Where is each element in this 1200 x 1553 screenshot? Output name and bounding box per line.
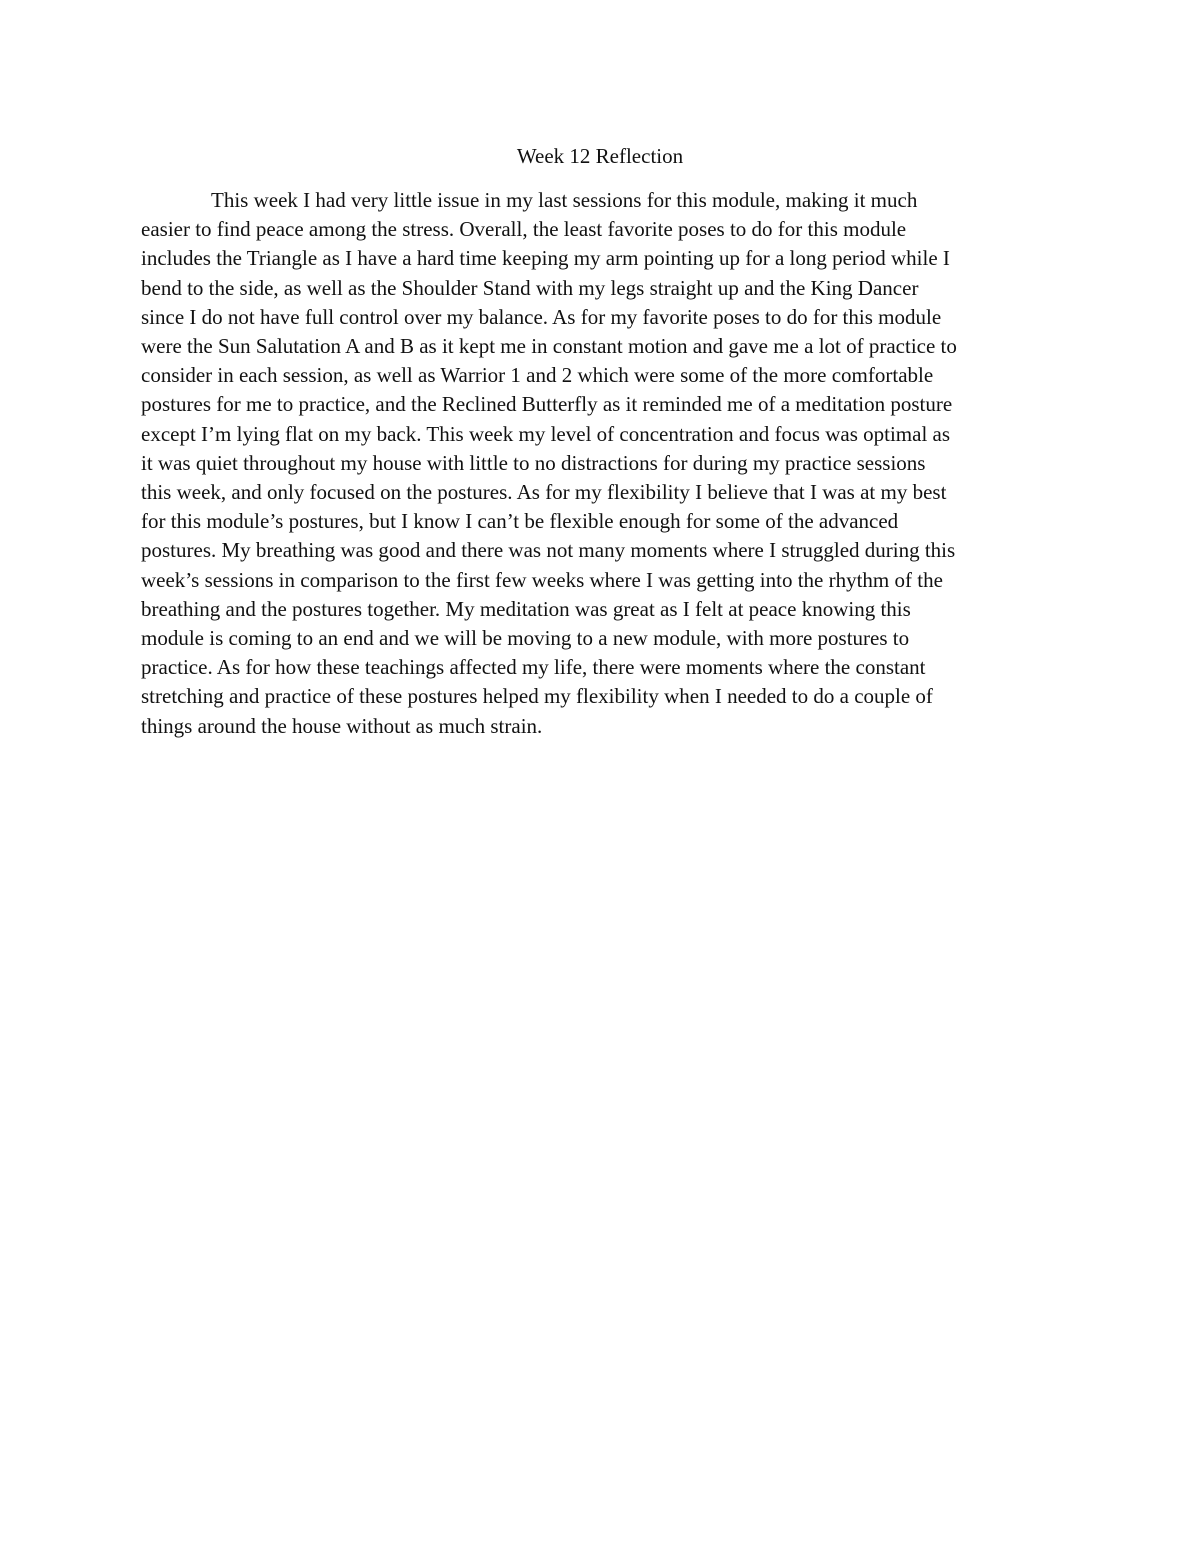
- paragraph-line: consider in each session, as well as Warrior 1 and 2 which were some of the more comfortable: [141, 363, 934, 388]
- paragraph-line: week’s sessions in comparison to the first few weeks where I was getting into the rhythm of the: [141, 567, 943, 592]
- paragraph-line: This week I had very little issue in my last sessions for this module, making it much: [211, 188, 918, 212]
- paragraph-line: things around the house without as much strain.: [141, 713, 543, 738]
- paragraph-line: were the Sun Salutation A and B as it kept me in constant motion and gave me a lot of practice to: [141, 334, 957, 359]
- paragraph-line: since I do not have full control over my balance. As for my favorite poses to do for this module: [141, 304, 942, 329]
- paragraph-line: stretching and practice of these postures helped my flexibility when I needed to do a couple of: [141, 684, 933, 709]
- paragraph-line: it was quiet throughout my house with little to no distractions for during my practice sessions: [141, 450, 926, 475]
- paragraph-line: for this module’s postures, but I know I can’t be flexible enough for some of the advanced: [141, 509, 899, 534]
- paragraph-line: includes the Triangle as I have a hard time keeping my arm pointing up for a long period while I: [141, 246, 950, 271]
- paragraph-line: postures for me to practice, and the Reclined Butterfly as it reminded me of a meditation posture: [141, 392, 953, 417]
- paragraph-line: breathing and the postures together. My meditation was great as I felt at peace knowing this: [141, 596, 911, 621]
- document-title: Week 12 Reflection: [516, 144, 684, 168]
- paragraph-line: module is coming to an end and we will be moving to a new module, with more postures to: [141, 626, 910, 651]
- paragraph-line: bend to the side, as well as the Shoulder Stand with my legs straight up and the King Dancer: [141, 275, 919, 300]
- paragraph-line: postures. My breathing was good and there was not many moments where I struggled during this: [141, 538, 956, 563]
- paragraph-line: easier to find peace among the stress. Overall, the least favorite poses to do for this module: [141, 217, 907, 242]
- paragraph-line: this week, and only focused on the postures. As for my flexibility I believe that I was at my best: [141, 480, 947, 505]
- reflection-paragraph: [141, 186, 1071, 741]
- paragraph-line: practice. As for how these teachings affected my life, there were moments where the constant: [141, 655, 926, 680]
- paragraph-line: except I’m lying flat on my back. This week my level of concentration and focus was optimal as: [141, 421, 951, 446]
